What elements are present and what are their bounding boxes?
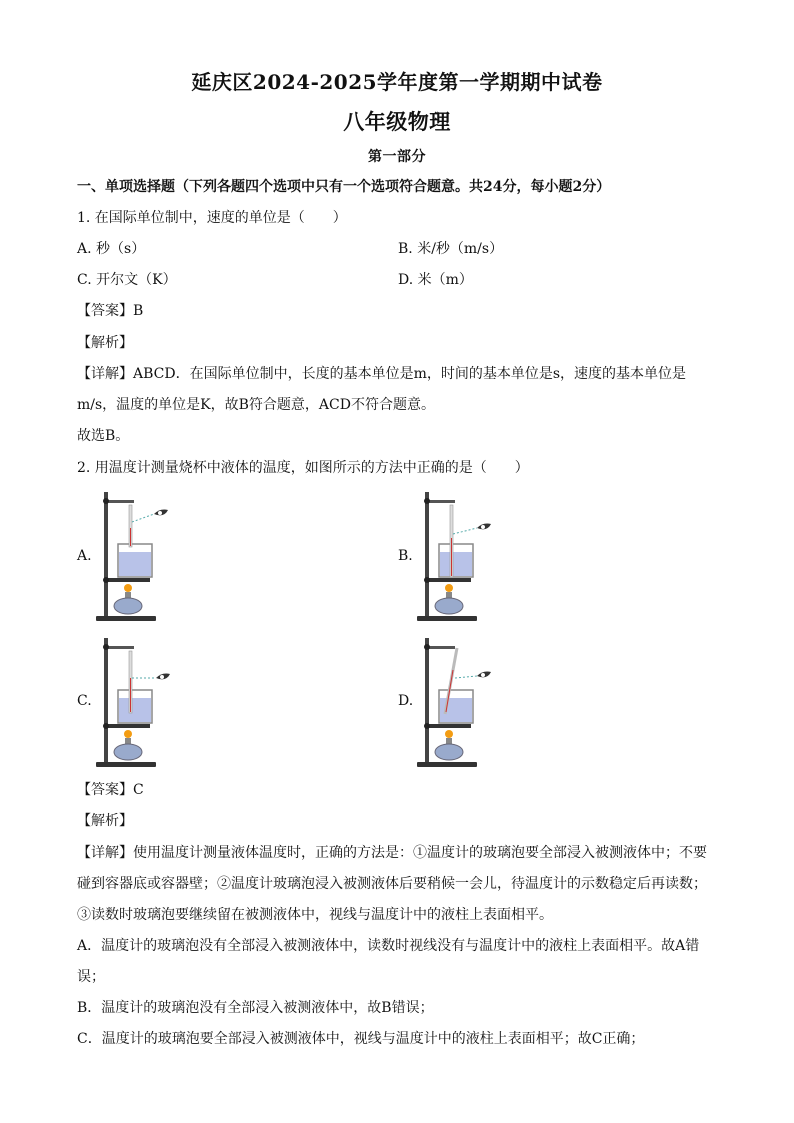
beaker [439, 544, 473, 577]
q2-option-a-analysis-line1: A．温度计的玻璃泡没有全部浸入被测液体中，读数时视线没有与温度计中的液柱上表面相平。故A错 [77, 938, 700, 954]
alcohol-lamp [114, 730, 142, 760]
q2-figure-label-b: B. [398, 548, 413, 564]
exam-subtitle: 八年级物理 [343, 109, 451, 134]
eye-icon [154, 510, 168, 516]
q2-figure-c [92, 634, 177, 769]
q1-option-d: D. 米（m） [398, 272, 473, 288]
q1-option-c: C. 开尔文（K） [77, 272, 177, 288]
beaker [439, 690, 473, 723]
q2-stem: 2. 用温度计测量烧杯中液体的温度，如图所示的方法中正确的是（ ） [77, 460, 529, 476]
alcohol-lamp [435, 584, 463, 614]
beaker [118, 690, 152, 723]
alcohol-lamp [435, 730, 463, 760]
q2-detail-line2: 碰到容器底或容器壁；②温度计玻璃泡浸入被测液体后要稍候一会儿，待温度计的示数稳定后再读数； [77, 876, 707, 892]
q2-detail-line3: ③读数时玻璃泡要继续留在被测液体中，视线与温度计中的液柱上表面相平。 [77, 907, 553, 923]
eye-icon [477, 524, 491, 530]
beaker [118, 544, 152, 577]
q1-option-a: A. 秒（s） [77, 241, 146, 257]
q2-option-a-analysis-line2: 误； [77, 969, 105, 985]
section-heading: 一、单项选择题（下列各题四个选项中只有一个选项符合题意。共24分，每小题2分） [77, 179, 611, 195]
q1-detail-line2: m/s，温度的单位是K，故B符合题意，ACD不符合题意。 [77, 397, 435, 413]
q2-figure-a [92, 488, 177, 623]
eye-icon [156, 674, 170, 680]
q2-option-c-analysis: C．温度计的玻璃泡要全部浸入被测液体中，视线与温度计中的液柱上表面相平；故C正确； [77, 1031, 645, 1047]
q2-figure-label-c: C. [77, 693, 92, 709]
q2-analysis-label: 【解析】 [77, 813, 133, 829]
exam-title: 延庆区2024-2025学年度第一学期期中试卷 [191, 70, 603, 94]
q2-figure-label-d: D. [398, 693, 414, 709]
q2-answer: 【答案】C [77, 782, 144, 798]
sight-line [453, 528, 477, 534]
q1-analysis-label: 【解析】 [77, 335, 133, 351]
eye-icon [477, 672, 491, 678]
q2-figure-d [413, 634, 498, 769]
sight-line [455, 676, 477, 678]
q2-figure-b [413, 488, 498, 623]
q1-answer: 【答案】B [77, 303, 144, 319]
q2-detail-line1: 【详解】使用温度计测量液体温度时，正确的方法是：①温度计的玻璃泡要全部浸入被测液体中；不要 [77, 845, 707, 861]
alcohol-lamp [114, 584, 142, 614]
thermometer [129, 505, 132, 547]
q2-figure-label-a: A. [77, 548, 92, 564]
q1-stem: 1. 在国际单位制中，速度的单位是（ ） [77, 210, 347, 226]
q1-conclusion: 故选B。 [77, 428, 130, 444]
q1-option-b: B. 米/秒（m/s） [398, 241, 504, 257]
sight-line [132, 514, 154, 522]
part-heading: 第一部分 [368, 149, 426, 165]
q2-option-b-analysis: B．温度计的玻璃泡没有全部浸入被测液体中，故B错误； [77, 1000, 434, 1016]
thermometer [129, 651, 132, 713]
q1-detail-line1: 【详解】ABCD．在国际单位制中，长度的基本单位是m，时间的基本单位是s，速度的基本单位是 [77, 366, 687, 382]
thermometer [450, 505, 453, 577]
